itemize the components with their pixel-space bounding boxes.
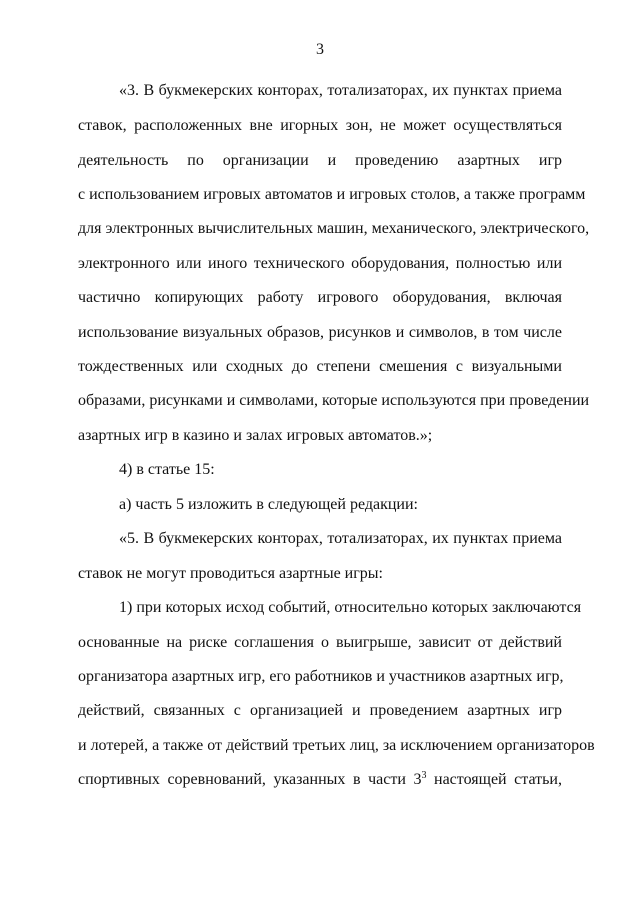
text-line: для электронных вычислительных машин, механического, электрического,	[78, 220, 590, 237]
text-fragment: настоящей статьи,	[426, 771, 562, 788]
text-line: деятельность по организации и проведению азартных игр	[78, 152, 562, 169]
text-line	[78, 770, 562, 790]
text-line: азартных игр в казино и залах игровых автоматов.»;	[78, 427, 433, 444]
text-fragment: спортивных соревнований, указанных в части 3	[78, 771, 422, 788]
superscript: 3	[421, 770, 427, 781]
text-line: действий, связанных с организацией и проведением азартных игр	[78, 702, 562, 719]
text-line: организатора азартных игр, его работников и участников азартных игр,	[78, 668, 564, 685]
text-line: тождественных или сходных до степени смешения с визуальными	[78, 358, 562, 375]
page-number: 3	[316, 41, 324, 58]
item-heading: 4) в статье 15:	[119, 461, 215, 478]
text-line: 1) при которых исход событий, относительно которых заключаются	[119, 599, 582, 616]
text-line: образами, рисунками и символами, которые используются при проведении	[78, 392, 590, 409]
subitem-heading: а) часть 5 изложить в следующей редакции:	[119, 496, 418, 513]
text-line: частично копирующих работу игрового оборудования, включая	[78, 289, 562, 306]
text-line: ставок, расположенных вне игорных зон, не может осуществляться	[78, 117, 562, 134]
text-line: с использованием игровых автоматов и игровых столов, а также программ	[78, 186, 586, 203]
text-line: «3. В букмекерских конторах, тотализаторах, их пунктах приема	[119, 82, 562, 99]
text-line: использование визуальных образов, рисунков и символов, в том числе	[78, 324, 562, 341]
text-line: и лотерей, а также от действий третьих лиц, за исключением организаторов	[78, 737, 595, 754]
text-line: основанные на риске соглашения о выигрыше, зависит от действий	[78, 634, 562, 651]
text-line: электронного или иного технического оборудования, полностью или	[78, 255, 562, 272]
text-line: ставок не могут проводиться азартные игры:	[78, 565, 383, 582]
text-line: «5. В букмекерских конторах, тотализаторах, их пунктах приема	[119, 530, 562, 547]
